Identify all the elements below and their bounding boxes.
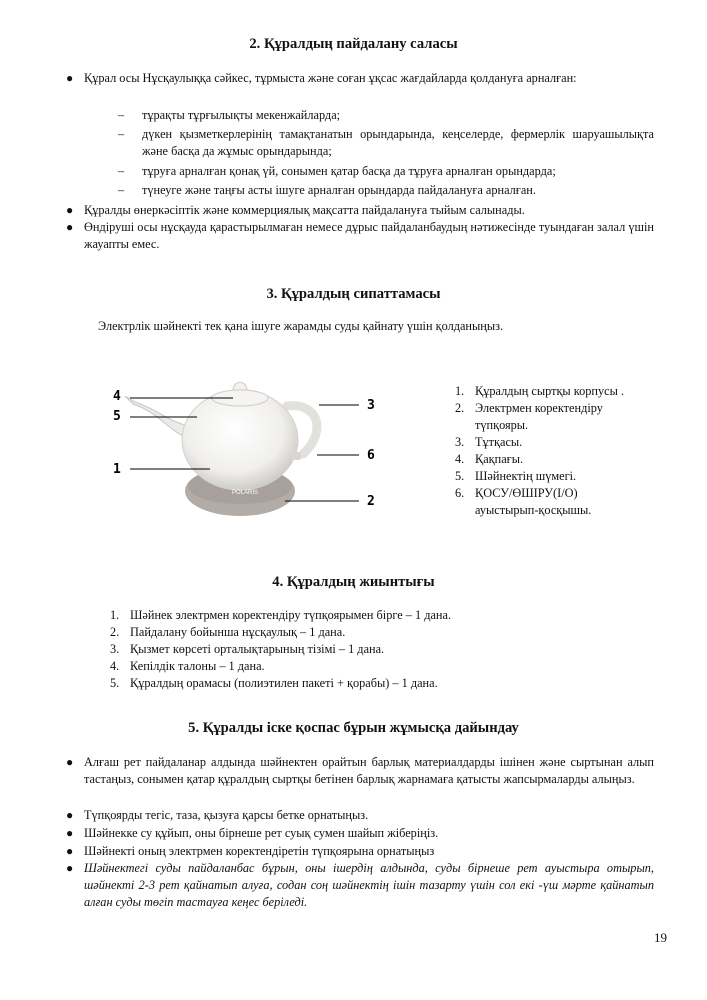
list-item: ● Шәйнекті оның электрмен коректендіретін түпқоярына орнатыңыз xyxy=(66,844,435,858)
section-4-title: 4. Құралдың жиынтығы xyxy=(272,574,435,590)
callout-label: 2 xyxy=(367,494,375,509)
kettle-diagram xyxy=(105,368,405,528)
list-item: 4. Кепілдік талоны – 1 дана. xyxy=(110,659,265,673)
list-item: 3. Қызмет көрсеті орталықтарының тізімі – 1 дана. xyxy=(110,642,385,656)
dash-item: – тұруға арналған қонақ үй, сонымен қатар басқа да тұруға арналған орындарда; xyxy=(118,164,556,178)
list-item: 2. Пайдалану бойынша нұсқаулық – 1 дана. xyxy=(110,625,346,639)
list-item: ● Алғаш рет пайдаланар алдында шәйнектен орайтын барлық материалдарды ішінен және сыртынан алып тастаңыз, сонымен қатар құралдың сыртқы бетінен барлық жарнамаға қатысты жапсырмаларды алыңыз. xyxy=(66,755,654,786)
page-number: 19 xyxy=(654,930,667,945)
list-item: ● Шәйнектегі суды пайдаланбас бұрын, оны ішердің алдында, суды бірнеше рет ауыстыра отырып, шәйнекті 2-3 рет қайнатып алуға, содан соң шәйнектің ішін тазарту үшін сол екі -үш мәрте қайнатып алған суды төгіп тастауға кеңес беріледі. xyxy=(66,861,654,909)
bullet-icon: ● xyxy=(66,844,74,858)
list-item: ● Құралды өнеркәсіптік және коммерциялық мақсатта пайдалануға тыйым салынады. xyxy=(66,203,525,217)
list-item: ● Өндіруші осы нұсқауда қарастырылмаған немесе дұрыс пайдаланбаудың нәтижесінде туындаған залал үшін жауапты емес. xyxy=(66,220,654,251)
list-item: 1. Құралдың сыртқы корпусы . xyxy=(455,384,625,398)
dash-item: – дүкен қызметкерлерінің тамақтанатын орындарында, кеңселерде, фермерлік шаруашылықта және басқа да жұмыс орындарында; xyxy=(118,127,654,158)
section-2-title: 2. Құралдың пайдалану саласы xyxy=(249,36,458,52)
switch-icon xyxy=(291,452,301,460)
parts-list xyxy=(455,383,641,519)
list-item: 3. Тұтқасы. xyxy=(455,435,523,449)
contents-list xyxy=(110,607,630,692)
callout-label: 3 xyxy=(367,398,375,413)
bullet-icon: ● xyxy=(66,826,74,840)
section-3-intro: Электрлік шәйнекті тек қана ішуге жарамды суды қайнату үшін қолданыңыз. xyxy=(98,319,504,333)
section-3-title: 3. Құралдың сипаттамасы xyxy=(266,286,441,302)
list-item: 6. ҚОСУ/ӨШІРУ(І/О) ауыстырып-қосқышы. xyxy=(455,486,592,517)
list-item: 2. Электрмен коректендіру түпқояры. xyxy=(455,401,603,432)
bullet-icon: ● xyxy=(66,861,74,875)
dash-item: – түнеуге және таңғы асты ішуге арналған орындарда пайдалануға арналған. xyxy=(118,183,536,197)
list-item: 4. Қақпағы. xyxy=(455,452,524,466)
svg-text:POLARIS: POLARIS xyxy=(231,490,259,496)
bullet-icon: ● xyxy=(66,755,74,769)
callout-label: 1 xyxy=(113,462,121,477)
list-item: ● Түпқоярды тегіс, таза, қызуға қарсы бетке орнатыңыз. xyxy=(66,808,369,822)
callout-label: 4 xyxy=(113,389,121,404)
list-item: 5. Шәйнектің шүмегі. xyxy=(455,469,577,483)
list-item: ● Құрал осы Нұсқаулыққа сәйкес, тұрмыста және соған ұқсас жағдайларда қолдануға арналған: xyxy=(66,71,577,85)
bullet-icon: ● xyxy=(66,203,74,217)
spout-icon xyxy=(125,396,189,436)
bullet-icon: ● xyxy=(66,808,74,822)
list-item: ● Шәйнекке су құйып, оны бірнеше рет суық сумен шайып жіберіңіз. xyxy=(66,826,439,840)
list-item: 1. Шәйнек электрмен коректендіру түпқоярымен бірге – 1 дана. xyxy=(110,608,452,622)
bullet-icon: ● xyxy=(66,71,74,85)
bullet-icon: ● xyxy=(66,220,74,234)
lid-icon xyxy=(212,383,268,407)
section-5-title: 5. Құралды іске қоспас бұрын жұмысқа дайындау xyxy=(188,720,519,736)
callout-label: 5 xyxy=(113,409,121,424)
list-item: 5. Құралдың орамасы (полиэтилен пакеті + қорабы) – 1 дана. xyxy=(110,676,438,690)
dash-item: – тұрақты тұрғылықты мекенжайларда; xyxy=(118,108,341,122)
callout-label: 6 xyxy=(367,448,375,463)
